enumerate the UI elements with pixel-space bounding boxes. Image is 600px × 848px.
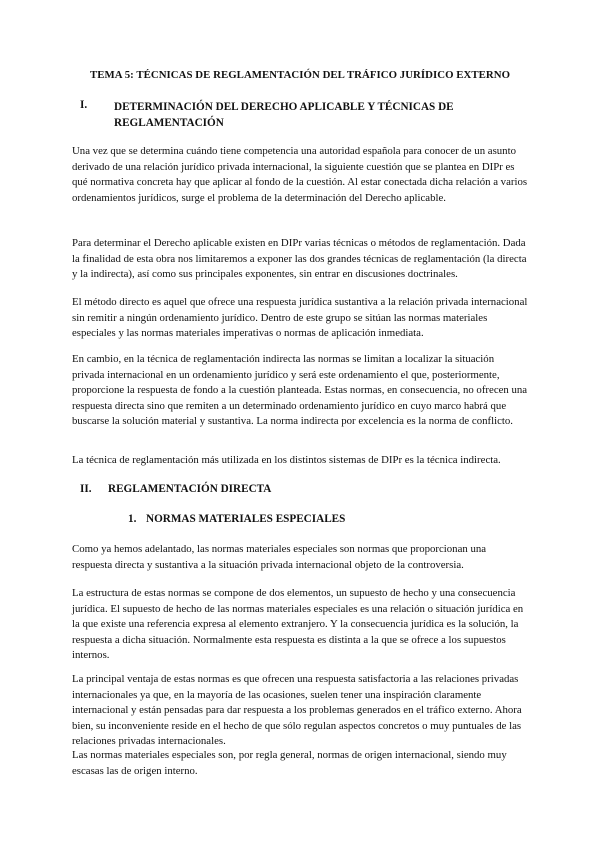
paragraph: La principal ventaja de estas normas es que ofrecen una respuesta satisfactoria a las relaciones privadas internacionales ya que, en la mayoría de las ocasiones, suelen tener una inspiración claramente internacional y están pensadas para dar respuesta a los problemas generados en el tráfico externo. Ahora bien, su inconveniente reside en el hecho de que sólo regulan aspectos concretos o muy puntuales de las relaciones privadas internacionales.	[72, 673, 522, 748]
section-title: DETERMINACIÓN DEL DERECHO APLICABLE Y TÉCNICAS DE REGLAMENTACIÓN	[114, 101, 454, 129]
paragraph: Para determinar el Derecho aplicable existen en DIPr varias técnicas o métodos de reglamentación. Dada la finalidad de esta obra nos limitaremos a exponer las dos grandes técnicas de reglamentación (la directa y la indirecta), así como sus principales exponentes, sin entrar en discusiones doctrinales.	[72, 237, 527, 281]
paragraph: La técnica de reglamentación más utilizada en los distintos sistemas de DIPr es la técnica indirecta.	[72, 454, 501, 466]
paragraph: El método directo es aquel que ofrece una respuesta jurídica sustantiva a la relación privada internacional sin remitir a ningún ordenamiento jurídico. Dentro de este grupo se sitúan las normas materiales especiales y las normas materiales imperativas o normas de aplicación inmediata.	[72, 296, 528, 340]
paragraph: Las normas materiales especiales son, por regla general, normas de origen internacional, siendo muy escasas las de origen interno.	[72, 749, 507, 777]
subsection-title: NORMAS MATERIALES ESPECIALES	[146, 513, 346, 525]
paragraph: En cambio, en la técnica de reglamentación indirecta las normas se limitan a localizar la situación privada internacional en un ordenamiento jurídico y será este ordenamiento el que, posteriormente, proporcione la respuesta de fondo a la cuestión planteada. Estas normas, en consecuencia, no ofrecen una respuesta directa sino que remiten a un determinado ordenamiento jurídico en cuyo marco habrá que buscarse la solución material y sustantiva. La norma indirecta por excelencia es la norma de conflicto.	[72, 353, 528, 428]
document-title: TEMA 5: TÉCNICAS DE REGLAMENTACIÓN DEL TRÁFICO JURÍDICO EXTERNO	[89, 69, 511, 81]
paragraph: Una vez que se determina cuándo tiene competencia una autoridad española para conocer de un asunto derivado de una relación jurídico privada internacional, la siguiente cuestión que se plantea en DIPr es qué normativa concreta hay que aplicar al fondo de la cuestión. Al estar conectada dicha relación a varios ordenamientos jurídicos, surge el problema de la determinación del Derecho aplicable.	[72, 145, 528, 204]
section-title: REGLAMENTACIÓN DIRECTA	[108, 483, 272, 495]
subsection-number: 1.	[128, 513, 137, 525]
paragraph: Como ya hemos adelantado, las normas materiales especiales son normas que proporcionan una respuesta directa y sustantiva a la situación privada internacional objeto de la controversia.	[72, 543, 487, 571]
section-number: I.	[80, 99, 88, 111]
paragraph: La estructura de estas normas se compone de dos elementos, un supuesto de hecho y una consecuencia jurídica. El supuesto de hecho de las normas materiales especiales es una relación o situación jurídica en la que existe una referencia expresa al elemento extranjero. Y la consecuencia jurídica es la solución, la respuesta a dicha situación. Normalmente esta respuesta es distinta a la que se ofrece a los supuestos internos.	[72, 587, 524, 662]
section-number: II.	[80, 483, 92, 495]
